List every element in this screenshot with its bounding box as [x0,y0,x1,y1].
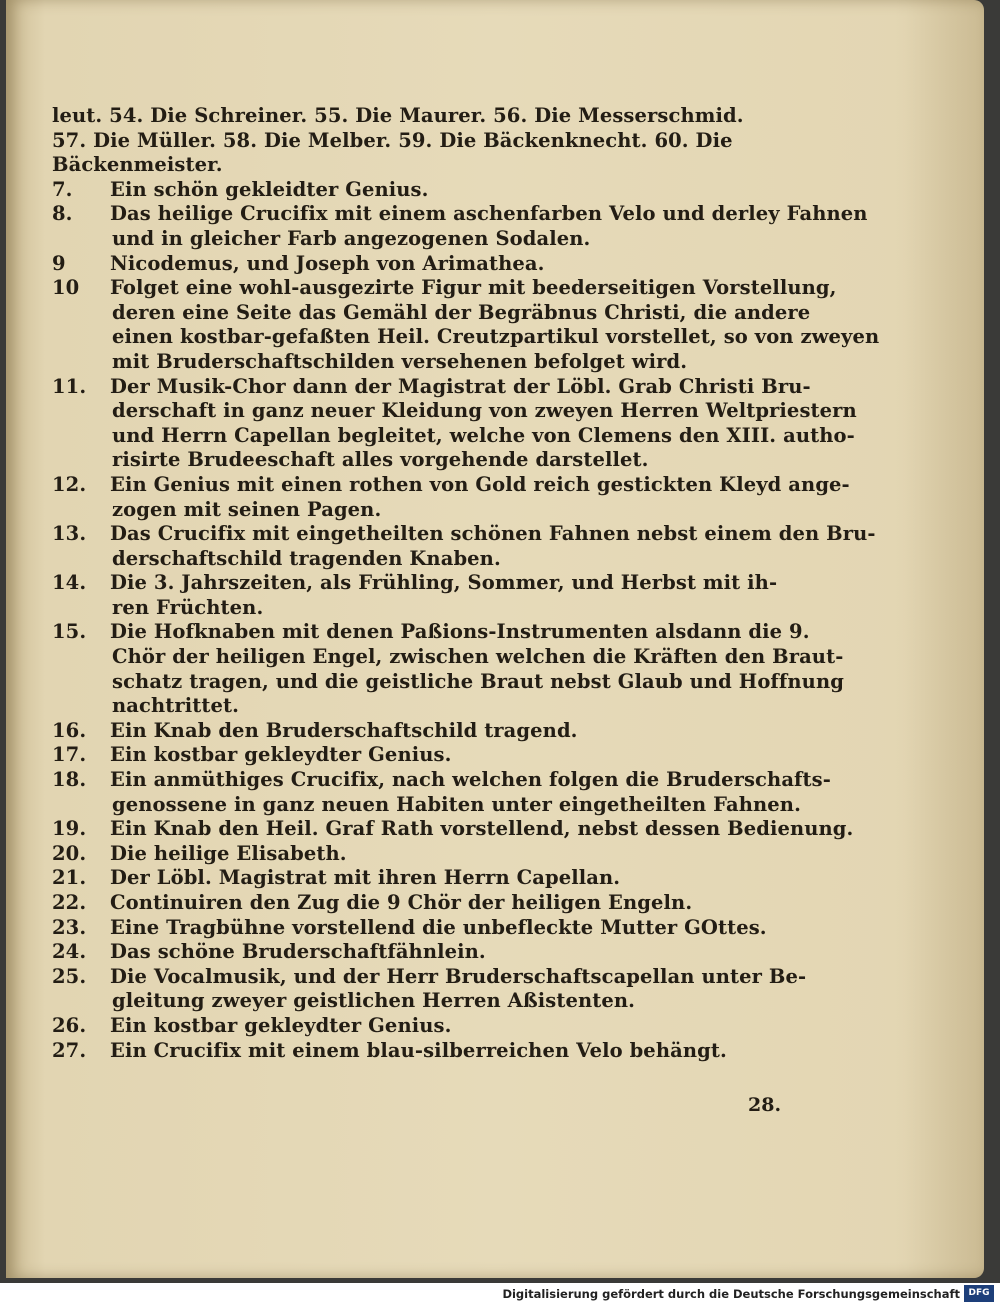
text-line [52,252,797,277]
text-line [52,276,837,301]
entry-text: Eine Tragbühne vorstellend die unbefleckte Mutter GOttes. [110,915,767,939]
text-line [52,571,797,596]
text-line [52,842,797,867]
entry-number: 25. [52,964,87,988]
text-line: 57. Die Müller. 58. Die Melber. 59. Die Bäckenknecht. 60. Die [52,128,733,152]
entry-text: Die Vocalmusik, und der Herr Bruderschaftscapellan unter Be- [110,964,807,988]
text-line [52,768,831,793]
entry-number: 20. [52,841,87,865]
text-line: zogen mit seinen Pagen. [112,497,382,521]
funding-credit: Digitalisierung gefördert durch die Deutsche Forschungsgemeinschaft [502,1287,960,1301]
entry-number: 7. [52,177,73,201]
entry-text: Continuiren den Zug die 9 Chör der heiligen Engeln. [110,891,693,914]
entry-text: Ein kostbar gekleydter Genius. [110,743,452,767]
entry-text: Das heilige Crucifix mit einem aschenfarben Velo und derley Fahnen [110,202,868,226]
entry-text: Ein kostbar gekleydter Genius. [110,1013,452,1037]
entry-text: Ein anmüthiges Crucifix, nach welchen folgen die Bruderschafts- [110,768,831,792]
entry-number: 15. [52,620,87,644]
entry-number: 14. [52,571,87,595]
page-text [52,104,880,1063]
entry-text: Der Musik-Chor dann der Magistrat der Löbl. Grab Christi Bru- [110,374,811,398]
text-line [52,817,854,842]
entry-number: 26. [52,1013,87,1037]
entry-number: 21. [52,866,87,890]
text-line [52,178,797,203]
entry-text: Ein Knab den Heil. Graf Rath vorstellend, nebst dessen Bedienung. [110,817,854,841]
page-edge-shading [894,0,984,1278]
entry-text: Ein Genius mit einen rothen von Gold reich gestickten Kleyd ange- [110,472,850,496]
entry-text: Die heilige Elisabeth. [110,841,347,865]
entry-text: Ein Knab den Bruderschaftschild tragend. [110,718,578,742]
text-line [52,620,810,645]
entry-text: Ein schön gekleidter Genius. [110,177,429,201]
text-line: und Herrn Capellan begleitet, welche von Clemens den XIII. autho- [112,423,855,447]
text-line [52,866,797,891]
entry-text: Nicodemus, und Joseph von Arimathea. [110,251,545,275]
text-line: Bäckenmeister. [52,153,223,177]
text-line: und in gleicher Farb angezogenen Sodalen. [112,226,591,250]
text-line [52,719,797,744]
entry-number: 9 [52,251,66,275]
dfg-logo: DFG [964,1285,994,1302]
footer-bar [0,1283,1000,1306]
text-line: genossene in ganz neuen Habiten unter eingetheilten Fahnen. [112,792,801,816]
entry-number: 13. [52,522,87,546]
entry-text: Der Löbl. Magistrat mit ihren Herrn Capellan. [110,866,621,890]
entry-number: 27. [52,1038,87,1062]
text-line: deren eine Seite das Gemähl der Begräbnus Christi, die andere [112,300,811,324]
text-line [52,916,797,941]
entry-text: Das Crucifix mit eingetheilten schönen Fahnen nebst einem den Bru- [110,522,876,546]
entry-number: 11. [52,374,87,398]
text-line [52,472,850,498]
text-line: gleitung zweyer geistlichen Herren Aßistenten. [112,989,636,1013]
entry-number: 17. [52,743,87,767]
entry-text: Die Hofknaben mit denen Paßions-Instrumenten alsdann die 9. [110,620,810,644]
text-line: derschaft in ganz neuer Kleidung von zweyen Herren Weltpriestern [112,399,857,423]
text-line [52,1039,797,1064]
text-line [52,940,797,965]
entry-number: 12. [52,472,87,496]
text-line [52,522,876,547]
entry-text: Das schöne Bruderschaftfähnlein. [110,940,486,964]
entry-number: 22. [52,891,87,914]
text-line: derschaftschild tragenden Knaben. [112,546,501,570]
text-line [52,743,797,768]
text-line [52,202,868,227]
entry-number: 8. [52,202,73,226]
text-line: mit Bruderschaftschilden versehenen befolget wird. [112,349,688,373]
text-line: ren Früchten. [112,595,264,619]
text-line: schatz tragen, und die geistliche Braut nebst Glaub und Hoffnung [112,669,844,693]
text-line [52,891,797,916]
entry-number: 16. [52,718,87,742]
entry-text: Ein Crucifix mit einem blau-silberreichen Velo behängt. [110,1038,727,1062]
text-line [52,374,811,400]
entry-number: 19. [52,817,87,841]
entry-text: Folget eine wohl-ausgezirte Figur mit beederseitigen Vorstellung, [110,276,837,300]
entry-number: 23. [52,915,87,939]
text-line: risirte Brudeeschaft alles vorgehende darstellet. [112,448,649,472]
text-line: Chör der heiligen Engel, zwischen welchen die Kräften den Braut- [112,645,844,669]
entry-text: Die 3. Jahrszeiten, als Frühling, Sommer, und Herbst mit ih- [110,571,778,595]
entry-number: 18. [52,768,87,792]
text-line: einen kostbar-gefaßten Heil. Creutzpartikul vorstellet, so von zweyen [112,325,880,349]
text-line: nachtrittet. [112,694,239,718]
text-line [52,1014,797,1039]
entry-number: 24. [52,940,87,964]
text-line [52,964,807,990]
entry-number: 10 [52,276,80,300]
text-line: leut. 54. Die Schreiner. 55. Die Maurer. 56. Die Messerschmid. [52,104,744,127]
catchword: 28. [748,1094,782,1116]
